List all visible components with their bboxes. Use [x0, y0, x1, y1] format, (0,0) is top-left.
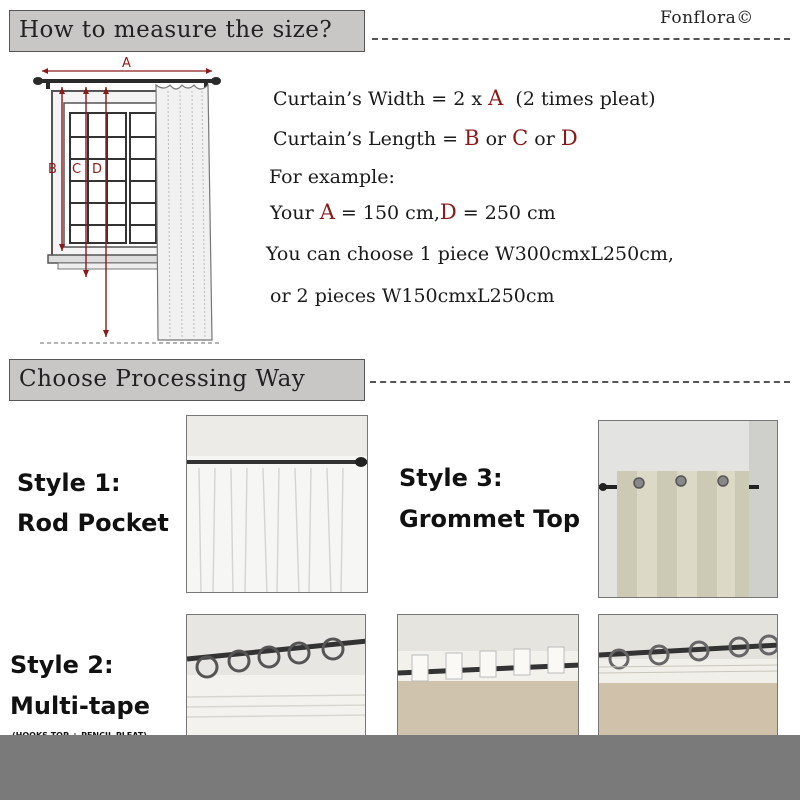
multi-tape-hooks-photo: [186, 614, 366, 744]
style1-name: Rod Pocket: [17, 509, 169, 537]
header-divider: [372, 38, 790, 40]
measure-diagram: [30, 55, 230, 350]
label-b: B: [48, 162, 57, 177]
style3-name: Grommet Top: [399, 505, 580, 533]
example-label: For example:: [269, 166, 395, 188]
style2-number: Style 2:: [10, 651, 114, 679]
style1-number: Style 1:: [17, 469, 121, 497]
grommet-top-photo: [598, 420, 778, 598]
length-formula: Curtain’s Length = B or C or D: [273, 126, 578, 150]
label-d: D: [92, 162, 103, 177]
rod-pocket-photo: [186, 415, 368, 593]
style3-number: Style 3:: [399, 464, 503, 492]
option-two-pieces: or 2 pieces W150cmxL250cm: [270, 285, 555, 307]
width-formula: Curtain’s Width = 2 x A (2 times pleat): [273, 86, 656, 110]
section-header-measure: How to measure the size?: [9, 10, 365, 52]
header-divider: [370, 381, 790, 383]
label-c: C: [72, 162, 82, 177]
label-a: A: [122, 56, 131, 71]
multi-tape-pencil-photo: [598, 614, 778, 744]
section-header-processing: Choose Processing Way: [9, 359, 365, 401]
example-values: Your A = 150 cm,D = 250 cm: [270, 200, 556, 224]
option-one-piece: You can choose 1 piece W300cmxL250cm,: [266, 243, 674, 265]
style2-name: Multi-tape: [10, 692, 150, 720]
multi-tape-pleat-photo: [397, 614, 579, 744]
brand-name: Fonflora©: [660, 8, 754, 28]
footer-bar: [0, 735, 800, 800]
